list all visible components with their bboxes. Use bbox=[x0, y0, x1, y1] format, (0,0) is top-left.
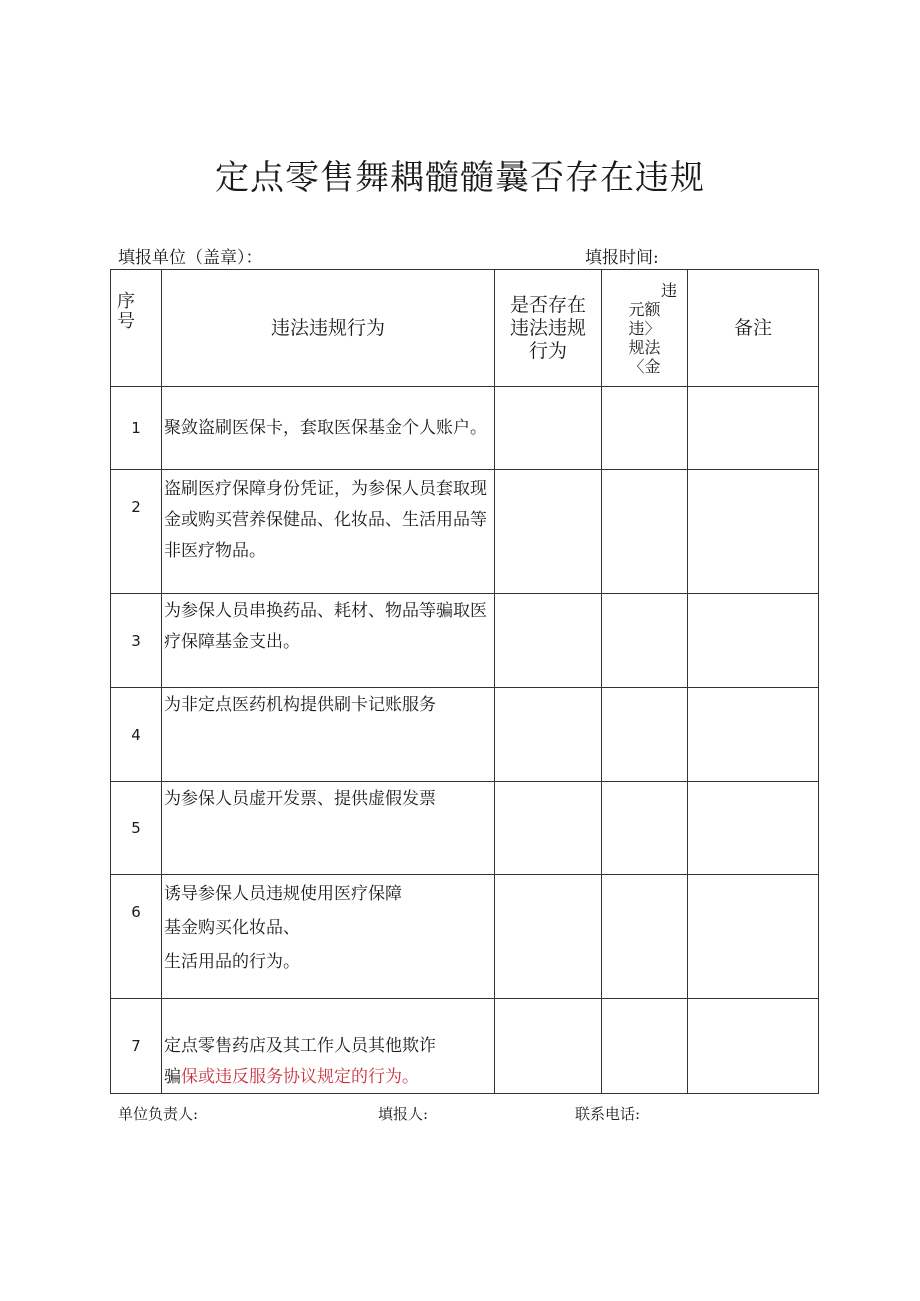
header-row bbox=[111, 270, 819, 387]
row-behavior bbox=[162, 875, 495, 999]
header-exists bbox=[495, 270, 602, 387]
table-row bbox=[111, 594, 819, 688]
header-behavior: 违法违规行为 bbox=[162, 270, 495, 387]
footer-leader-label: 单位负责人: bbox=[118, 1105, 199, 1123]
row-behavior: 聚敛盗刷医保卡，套取医保基金个人账户。 bbox=[162, 387, 495, 470]
row-exists-cell[interactable] bbox=[495, 875, 602, 999]
row-remark-cell[interactable] bbox=[688, 782, 819, 875]
header-fine-line: 〈金 bbox=[628, 356, 661, 376]
violation-table bbox=[110, 269, 819, 1094]
row-seq: 1 bbox=[111, 387, 162, 470]
row-seq: 5 bbox=[111, 782, 162, 875]
header-fine-line: 元额 bbox=[628, 299, 661, 319]
row-behavior-line: 诱导参保人员违规使用医疗保障 bbox=[164, 884, 402, 904]
row-exists-cell[interactable] bbox=[495, 782, 602, 875]
table-row bbox=[111, 999, 819, 1094]
row-remark-cell[interactable] bbox=[688, 688, 819, 782]
row-behavior: 为非定点医药机构提供刷卡记账服务 bbox=[162, 688, 495, 782]
row-exists-cell[interactable] bbox=[495, 688, 602, 782]
row-behavior-line: 定点零售药店及其工作人员其他欺诈 bbox=[164, 1036, 436, 1056]
row-behavior-line bbox=[164, 1062, 492, 1093]
header-fine-amount bbox=[602, 270, 688, 387]
row-remark-cell[interactable] bbox=[688, 470, 819, 594]
row-remark-cell[interactable] bbox=[688, 594, 819, 688]
header-seq bbox=[111, 270, 162, 387]
row-exists-cell[interactable] bbox=[495, 594, 602, 688]
table-row bbox=[111, 782, 819, 875]
row-fine-cell[interactable] bbox=[602, 782, 688, 875]
row-seq: 7 bbox=[111, 999, 162, 1094]
row-exists-cell[interactable] bbox=[495, 387, 602, 470]
row-seq: 2 bbox=[111, 470, 162, 594]
header-fine-line: 规法 bbox=[628, 337, 661, 357]
table-row bbox=[111, 875, 819, 999]
row-fine-cell[interactable] bbox=[602, 999, 688, 1094]
row-fine-cell[interactable] bbox=[602, 594, 688, 688]
row-behavior-text: 骗 bbox=[164, 1067, 181, 1087]
row-exists-cell[interactable] bbox=[495, 470, 602, 594]
row-remark-cell[interactable] bbox=[688, 875, 819, 999]
table-row bbox=[111, 470, 819, 594]
table-row bbox=[111, 387, 819, 470]
row-seq: 3 bbox=[111, 594, 162, 688]
row-behavior: 盗刷医疗保障身份凭证，为参保人员套取现金或购买营养保健品、化妆品、生活用品等非医疗物品。 bbox=[162, 470, 495, 594]
row-seq: 4 bbox=[111, 688, 162, 782]
footer-filler-label: 填报人: bbox=[378, 1105, 429, 1123]
header-seq-label: 序号 bbox=[117, 291, 135, 332]
row-behavior: 为参保人员串换药品、耗材、物品等骗取医疗保障基金支出。 bbox=[162, 594, 495, 688]
page-title: 定点零售舞耦髓髓曩否存在违规 bbox=[215, 158, 705, 198]
row-remark-cell[interactable] bbox=[688, 387, 819, 470]
row-fine-cell[interactable] bbox=[602, 387, 688, 470]
reporting-unit-label: 填报单位（盖章）： bbox=[118, 248, 263, 268]
row-behavior-highlight: 保或违反服务协议规定的行为。 bbox=[181, 1067, 419, 1087]
header-fine-line: 违〉 bbox=[628, 318, 661, 338]
footer-phone-label: 联系电话: bbox=[575, 1105, 641, 1123]
row-behavior bbox=[162, 999, 495, 1094]
table-row bbox=[111, 688, 819, 782]
row-behavior-line: 基金购买化妆品、 bbox=[164, 918, 300, 938]
row-exists-cell[interactable] bbox=[495, 999, 602, 1094]
row-fine-cell[interactable] bbox=[602, 875, 688, 999]
row-remark-cell[interactable] bbox=[688, 999, 819, 1094]
reporting-time-label: 填报时间: bbox=[585, 248, 659, 268]
row-behavior-line: 生活用品的行为。 bbox=[164, 952, 300, 972]
header-exists-label: 是否存在违法违规行为 bbox=[509, 293, 586, 362]
header-remark: 备注 bbox=[688, 270, 819, 387]
row-fine-cell[interactable] bbox=[602, 470, 688, 594]
header-fine-line: 违 bbox=[660, 280, 677, 300]
row-behavior: 为参保人员虚开发票、提供虚假发票 bbox=[162, 782, 495, 875]
row-fine-cell[interactable] bbox=[602, 688, 688, 782]
row-seq: 6 bbox=[111, 875, 162, 999]
